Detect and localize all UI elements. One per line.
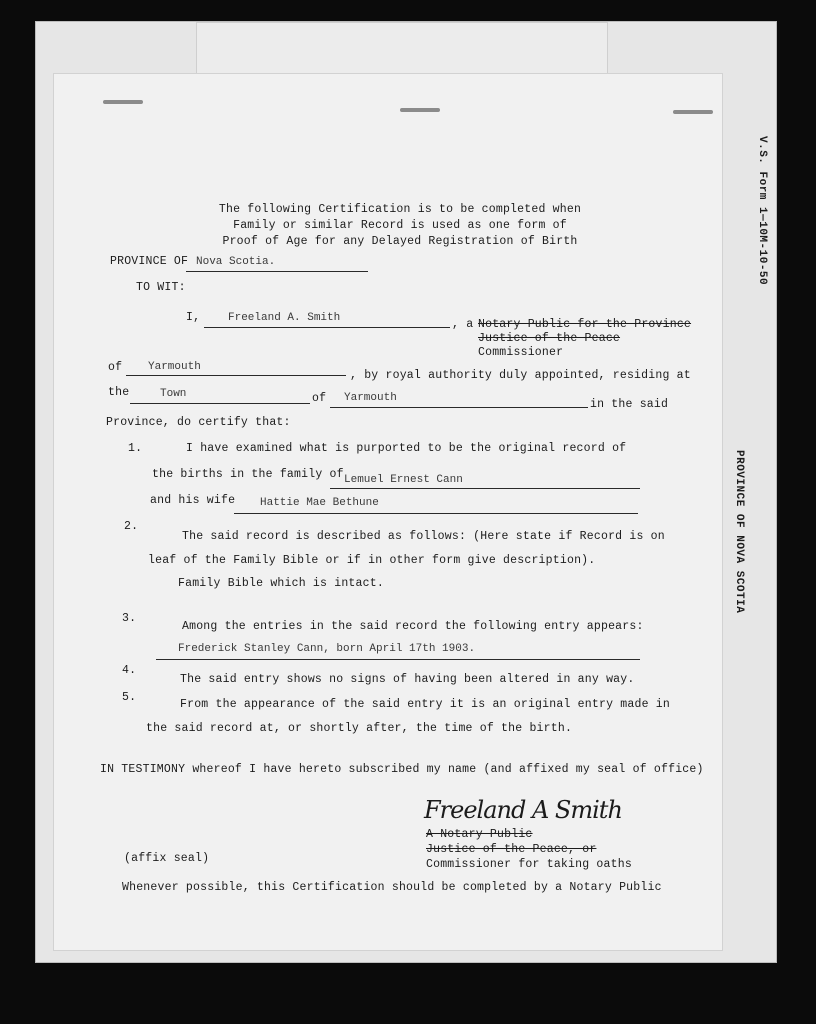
staple-center	[400, 108, 440, 112]
staple-right	[673, 110, 713, 114]
side-title: PROVINCE OF NOVA SCOTIA	[733, 450, 745, 614]
item4-number: 4.	[122, 664, 137, 677]
title-justice: Justice of the Peace	[478, 332, 621, 345]
item1-father-line	[330, 488, 640, 489]
item1-number: 1.	[128, 442, 143, 455]
item3-line1: Among the entries in the said record the following entry appears:	[182, 620, 644, 633]
item1-father: Lemuel Ernest Cann	[344, 474, 463, 486]
form-number: V.S. Form 1—10M-10-50	[756, 136, 768, 286]
title-commissioner: Commissioner	[478, 346, 564, 359]
item2-line2: leaf of the Family Bible or if in other form give description).	[148, 554, 596, 567]
the-value: Town	[160, 388, 187, 400]
of-label: of	[108, 361, 123, 374]
in-said: in the said	[590, 398, 669, 411]
item1-wife-line	[234, 513, 638, 514]
handwritten-signature: Freeland A Smith	[424, 796, 622, 824]
certifier-line	[204, 327, 450, 328]
certifier-prefix: I,	[186, 311, 201, 324]
title-prefix: , a	[452, 318, 474, 331]
title-notary: Notary Public for the Province	[478, 318, 692, 331]
item2-answer: Family Bible which is intact.	[178, 577, 384, 590]
item1-wife: Hattie Mae Bethune	[260, 497, 379, 509]
item5-number: 5.	[122, 691, 137, 704]
sig-commissioner: Commissioner for taking oaths	[426, 858, 632, 871]
province-value: Nova Scotia.	[196, 256, 276, 268]
sig-notary: A Notary Public	[426, 828, 533, 841]
the-line	[130, 403, 310, 404]
item3-number: 3.	[122, 612, 137, 625]
item2-line1: The said record is described as follows: (Here state if Record is on	[182, 530, 665, 543]
item1-line2: the births in the family of	[152, 468, 344, 481]
header-line-1: The following Certification is to be completed when	[218, 203, 582, 216]
item3-entry-line	[156, 659, 640, 660]
province-label: PROVINCE OF	[110, 255, 189, 268]
testimony: IN TESTIMONY whereof I have hereto subscribed my name (and affixed my seal of office)	[100, 763, 704, 776]
item4-text: The said entry shows no signs of having been altered in any way.	[180, 673, 635, 686]
item5-line2: the said record at, or shortly after, the time of the birth.	[146, 722, 573, 735]
footer-note: Whenever possible, this Certification should be completed by a Notary Public	[122, 881, 662, 894]
royal-text: , by royal authority duly appointed, residing at	[350, 369, 691, 382]
header-line-2: Family or similar Record is used as one form of	[233, 219, 567, 232]
of2-line	[330, 407, 588, 408]
province-certify: Province, do certify that:	[106, 416, 291, 429]
item1-line1: I have examined what is purported to be the original record of	[186, 442, 627, 455]
staple-left	[103, 100, 143, 104]
the-label: the	[108, 386, 130, 399]
sig-justice: Justice of the Peace, or	[426, 843, 597, 856]
to-wit: TO WIT:	[136, 281, 186, 294]
of2-value: Yarmouth	[344, 392, 397, 404]
item1-wife-label: and his wife	[150, 494, 236, 507]
item5-line1: From the appearance of the said entry it is an original entry made in	[180, 698, 670, 711]
certifier-name: Freeland A. Smith	[228, 312, 341, 324]
item2-number: 2.	[124, 520, 139, 533]
header-line-3: Proof of Age for any Delayed Registration of Birth	[222, 235, 578, 248]
affix-seal: (affix seal)	[124, 852, 210, 865]
item3-entry: Frederick Stanley Cann, born April 17th 1903.	[178, 643, 476, 655]
of-line	[126, 375, 346, 376]
province-line	[186, 271, 368, 272]
of2-label: of	[312, 392, 327, 405]
of-value: Yarmouth	[148, 361, 201, 373]
